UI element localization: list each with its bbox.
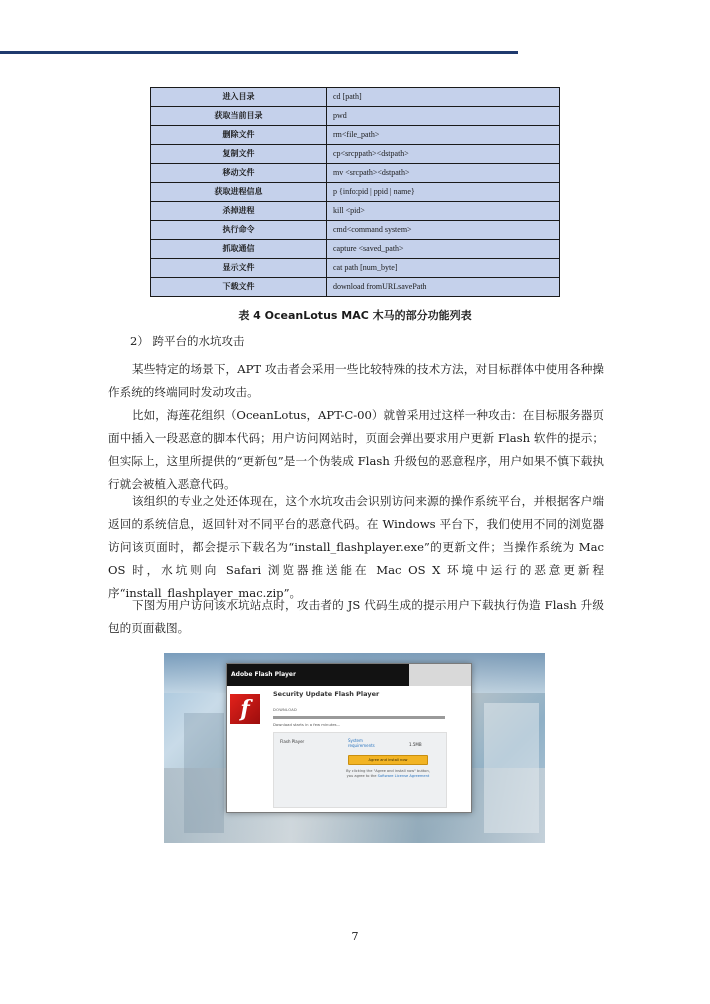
download-progress-bar [273, 716, 445, 719]
function-label: 移动文件 [151, 164, 327, 183]
header-rule [0, 51, 518, 54]
function-label: 下载文件 [151, 278, 327, 297]
flash-update-dialog [226, 663, 472, 813]
command-syntax: kill <pid> [327, 202, 560, 221]
dialog-heading: Security Update Flash Player [273, 690, 380, 698]
titlebar-right-panel [409, 664, 471, 686]
table-row [151, 221, 560, 240]
download-status: Download starts in a few minutes... [273, 722, 341, 727]
table-row [151, 164, 560, 183]
command-syntax: cp<srcppath><dstpath> [327, 145, 560, 164]
command-syntax: cat path [num_byte] [327, 259, 560, 278]
function-label: 获取进程信息 [151, 183, 327, 202]
dialog-titlebar [227, 664, 471, 686]
page-number: 7 [351, 930, 359, 943]
command-syntax: capture <saved_path> [327, 240, 560, 259]
command-table-body [151, 88, 560, 297]
table-row [151, 145, 560, 164]
function-label: 删除文件 [151, 126, 327, 145]
product-name: Flash Player [280, 739, 305, 744]
paragraph-1: 某些特定的场景下，APT 攻击者会采用一些比较特殊的技术方法，对目标群体中使用各种操作系统的终端同时发动攻击。 [108, 362, 604, 399]
table-row [151, 240, 560, 259]
license-note-text: By clicking the "Agree and install now" button, you agree to the [346, 769, 430, 778]
screenshot-figure [164, 653, 545, 843]
table-row [151, 259, 560, 278]
table-row [151, 126, 560, 145]
command-syntax: cd [path] [327, 88, 560, 107]
table-caption: 表 4 OceanLotus MAC 木马的部分功能列表 [238, 309, 472, 322]
table-row [151, 107, 560, 126]
function-label: 杀掉进程 [151, 202, 327, 221]
file-size: 1.5MB [409, 742, 422, 747]
blurred-background-left [184, 713, 224, 833]
paragraph-2: 比如，海莲花组织（OceanLotus，APT-C-00）就曾采用过这样一种攻击：在目标服务器页面中插入一段恶意的脚本代码；用户访问网站时，页面会弹出要求用户更新 Flash 软件的提示；但实际上，这里所提供的“更新包”是一个伪装成 Flash 升级包的恶意程序，用户如果不慎下载执行就会被植入恶意代码。 [108, 408, 604, 491]
function-label: 进入目录 [151, 88, 327, 107]
dialog-title: Adobe Flash Player [231, 671, 296, 678]
function-label: 获取当前目录 [151, 107, 327, 126]
table-row [151, 88, 560, 107]
paragraph-4: 下图为用户访问该水坑站点时，攻击者的 JS 代码生成的提示用户下载执行伪造 Flash 升级包的页面截图。 [108, 598, 604, 635]
function-label: 执行命令 [151, 221, 327, 240]
install-panel [273, 732, 447, 808]
command-syntax: p {info:pid | ppid | name} [327, 183, 560, 202]
command-syntax: cmd<command system> [327, 221, 560, 240]
blurred-background-right [484, 703, 539, 833]
agree-install-button[interactable]: Agree and install now [348, 755, 428, 765]
flash-logo-icon: f [230, 694, 260, 724]
license-note [346, 769, 430, 779]
paragraph-3: 该组织的专业之处还体现在，这个水坑攻击会识别访问来源的操作系统平台，并根据客户端返回的系统信息，返回针对不同平台的恶意代码。在 Windows 平台下，我们使用不同的浏览器访问该页面时，都会提示下载名为“install_flashplayer.exe”的更新文件；当操作系统为 Mac OS 时，水坑则向 Safari 浏览器推送能在 Mac OS X 环境中运行的恶意更新程序“install_flashplayer_mac.zip”。 [108, 494, 604, 600]
section-heading: 2） 跨平台的水坑攻击 [130, 334, 245, 348]
function-label: 复制文件 [151, 145, 327, 164]
table-row [151, 202, 560, 221]
license-agreement-link[interactable]: Software License Agreement [377, 774, 430, 778]
command-syntax: download fromURLsavePath [327, 278, 560, 297]
download-progress-fill [273, 716, 445, 719]
table-row [151, 183, 560, 202]
function-label: 显示文件 [151, 259, 327, 278]
command-syntax: pwd [327, 107, 560, 126]
download-label: DOWNLOAD [273, 708, 298, 712]
command-syntax: rm<file_path> [327, 126, 560, 145]
system-requirements-link[interactable]: System requirements [348, 738, 375, 748]
command-table [150, 87, 560, 297]
table-row [151, 278, 560, 297]
function-label: 抓取通信 [151, 240, 327, 259]
command-syntax: mv <srcpath><dstpath> [327, 164, 560, 183]
